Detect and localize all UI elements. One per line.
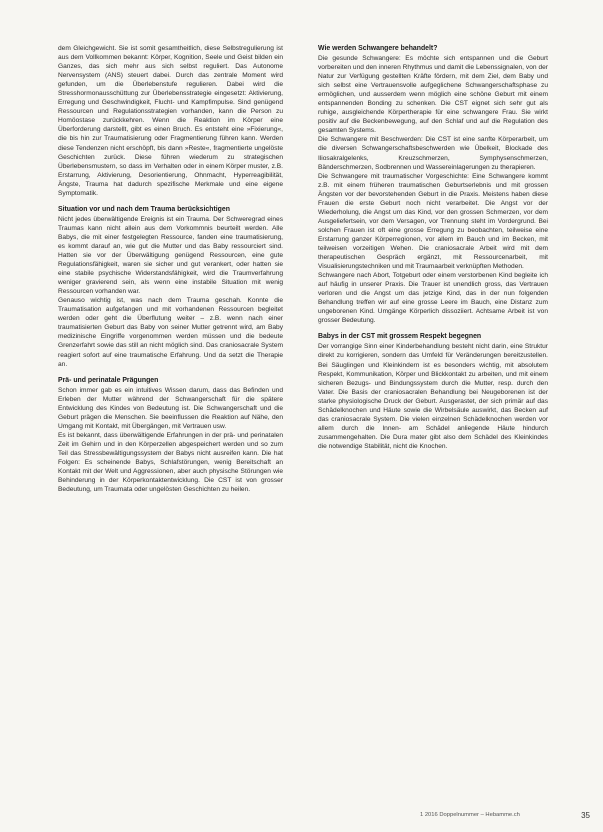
body-paragraph: Die Schwangere mit Beschwerden: Die CST ist eine sanfte Körperarbeit, um die diversen Schwangerschaftsbeschwerden wie Übelkeit, Blockade des Iliosakralgelenks, Kreuzschmerzen, Symphysenschmerzen, Bänderschmerzen, Sodbrennen und Wassereinlagerungen zu therapieren.	[318, 136, 548, 171]
body-paragraph: Schon immer gab es ein intuitives Wissen darum, dass das Befinden und Erleben der Mutter während der Schwangerschaft für die spätere Entwicklung des Kindes von Bedeutung ist. Die Schwangerschaft und die Geburt prägen die Menschen. Sie beeinflussen die Reaktion auf Nähe, den Umgang mit Kontakt, mit Übergängen, mit Vertrauen usw.	[58, 386, 283, 430]
footer-publication: 1 2016 Doppelnummer – Hebamme.ch	[420, 812, 520, 818]
intro-paragraph: dem Gleichgewicht. Sie ist somit gesamtheitlich, diese Selbstregulierung ist aus dem Vollkommen bekannt: Körper, Kognition, Seele und Geist bilden ein Ganzes, das sich mehr aus sich selbst reguliert. Das Autonome Nervensystem (ANS) steuert dabei. Durch das zentrale Moment wird gefunden, um die Überlebenstufe regulieren. Dabei wird die Stresshormonausschüttung zur Überlebensstrategie eingesetzt: Aktivierung, Erregung und Geschwindigkeit, Flucht- und Kampfimpulse. Sind genügend Ressourcen und Regulationsstrategien vorhanden, kann die Person zu Homöostase zurückkehren. Wenn die Reaktion im Körper eine Überforderung darstellt, gibt es einen Bruch. Es entsteht eine »Fixierung«, die bis hin zur Traumatisierung oder Fragmentierung führen kann. Werden diese Tendenzen nicht erschöpft, bis dann »Reste«, fragmentierte ungelöste Geschichten zurück. Diese führen wiederum zu strategischen Überlebensmustern, so dass im Verhalten oder in einem Körper muster, z.B. Erstarrung, Aktivierung, Desorientierung, Ohnmacht, Hyperreagibilität, Ängste, Trauma hat dadurch spezifische Merkmale und eine eigene Symptomatik.	[58, 45, 283, 197]
body-paragraph: Die Schwangere mit traumatischer Vorgeschichte: Eine Schwangere kommt z.B. mit einem früheren traumatischen Geburtserlebnis und mit grossen Ängsten vor der bevorstehenden Geburt in die Praxis. Meistens haben diese Frauen die erste Geburt noch nicht verarbeitet. Die Angst vor der Wiederholung, die Angst um das Kind, vor den grossen Schmerzen, vor dem Ausgeliefertsein, vor dem Versagen, vor Trennung steht im Vordergrund. Bei solchen Frauen ist oft eine grosse Erregung zu beobachten, teilweise eine Erstarrung ganzer Körperregionen, vor allem im Bauch und im Becken, mit teilweisen vorzeitigen Wehen. Die craniosacrale Arbeit wird mit dem therapeutischen Gespräch ergänzt, mit Ressourcenarbeit, mit Visualisierungstechniken und mit Traumaarbeit verknüpften Methoden.	[318, 172, 548, 271]
body-paragraph: Nicht jedes überwältigende Ereignis ist ein Trauma. Der Schweregrad eines Traumas kann nicht allein aus dem Vorkommnis beurteilt werden. Alle Babys, die mit einer festgelegten Ressource, fanden eine traumatisierung, es kommt darauf an, wie gut die Mutter und das Baby ressourciert sind. Hatten sie vor der Überwältigung genügend Ressourcen, eine gute Regulationsfähigkeit, waren sie sicher und gut verankert, oder hatten sie eine stabile psychische Widerstandsfähigkeit, wird die Traumverfahrung weniger gravierend sein, als wenn eine instabile Situation mit wenig Ressourcen vorhanden war.	[58, 215, 283, 296]
body-paragraph: Genauso wichtig ist, was nach dem Trauma geschah. Konnte die Traumatisation aufgefangen und mit vorhandenen Ressourcen begleitet werden oder geht die Überflutung weiter – z.B. wenn nach einer traumatisierten Geburt das Baby von seiner Mutter getrennt wird, am Baby medizinische Eingriffe vorgenommen werden müssen und die bedeute Grenzerfahrt sowie das still an nicht möglich sind. Das craniosacrale System reagiert sofort auf eine traumatische Erfahrung. Und da setzt die Therapie an.	[58, 297, 283, 368]
body-paragraph: Die gesunde Schwangere: Es möchte sich entspannen und die Geburt vorbereiten und den inneren Rhythmus und damit die Lebenssignalen, von der Natur zur Verfügung gestellten Kräfte fördern, mit dem Ziel, dem Baby und sich selbst eine Vertrauensvolle aufgeglichene Schwangerschaftsphase zu ermöglichen, und ausserdem wenn möglich eine schöne Geburt mit einem entspannenden Bonding zu schenken. Die CST eignet sich sehr gut als ruhige, ausgleichende Körpertherapie für eine schwangere Frau. Sie wirkt positiv auf die Beckenbewegung, auf den Schlaf und auf die Regulation des gesamten Systems.	[318, 55, 548, 135]
section-heading-schwangere: Wie werden Schwangere behandelt?	[318, 45, 438, 52]
right-column	[318, 44, 548, 451]
body-paragraph: Es ist bekannt, dass überwältigende Erfahrungen in der prä- und perinatalen Zeit im Gehirn und in den Körperzellen abgespeichert werden und so zum Teil das Stressbewältigungssystem der Babys nicht ausreifen kann. Die hat Folgen: Es scheinende Babys, Schlafstörungen, wenig Bereitschaft an Kontakt mit der Welt und Aggressionen, aber auch physische Störungen wie Behinderung in der Körperkontaktentwicklung. Die CST ist von grosser Bedeutung, um Traumata oder ungelösten Geschichten zu heilen.	[58, 431, 283, 494]
body-paragraph: Der vorrangige Sinn einer Kinderbehandlung besteht nicht darin, eine Struktur direkt zu korrigieren, sondern das Umfeld für Veränderungen bereitzustellen. Bei Säuglingen und Kleinkindern ist es besonders wichtig, mit absolutem Respekt, Kommunikation, Körper und Blickkontakt zu arbeiten, und mit einem sicheren Bezugs- und Bindungssystem durch die Mutter, resp. durch den Vater. Die Basis der craniosacralen Behandlung bei Neugeborenen ist der starke physiologische Druck der Geburt. Ausgerastet, der sich primär auf das Schädelknochen und Häute sowie die Wirbelsäule auswirkt, das Becken auf das craniosacrale System. Die vielen einzelnen Schädelknochen werden vor allem durch die Innen- am Schädel anliegende Häute hindurch zusammengehalten. Die Dura mater gibt also dem Schädel des Kleinkindes die notwendige Stabilität, nicht die Knochen.	[318, 343, 548, 450]
page-footer	[420, 812, 590, 818]
page-number: 35	[581, 811, 590, 820]
section-heading-trauma: Situation vor und nach dem Trauma berücksichtigen	[58, 205, 230, 213]
section-heading-praegungen: Prä- und perinatale Prägungen	[58, 376, 159, 384]
body-paragraph: Schwangere nach Abort, Totgeburt oder einem verstorbenen Kind begleite ich auf häufig in unserer Praxis. Die Trauer ist unendlich gross, das Vertrauen verloren und die Angst um das jetzige Kind, das in der nun folgenden Behandlung treffen wir auf eine grosse Leere im Bauch, eine Distanz zum ungeborenen Kind. Umgänge Körperlich dissoziiert. Achtsame Arbeit ist von grosser Bedeutung.	[318, 272, 548, 325]
section-heading-babys: Babys in der CST mit grossem Respekt begegnen	[318, 333, 482, 341]
left-column	[58, 44, 283, 494]
